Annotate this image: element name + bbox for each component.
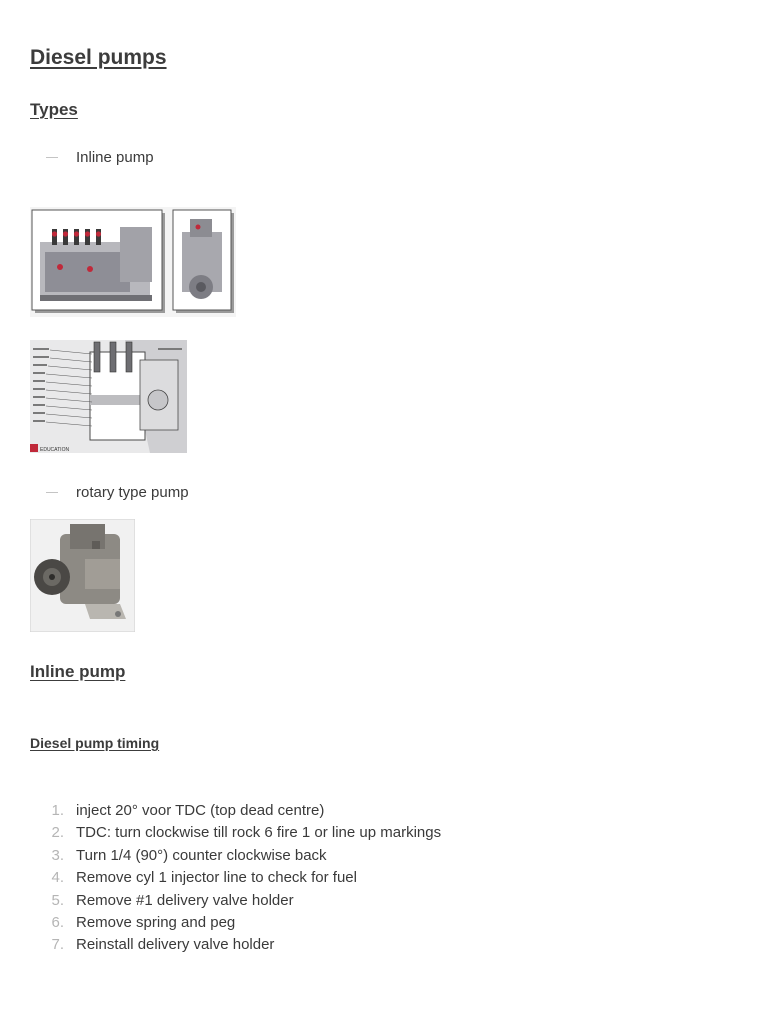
inline-pump-photo [30, 207, 236, 317]
list-item: 6. Remove spring and peg [51, 913, 236, 931]
list-item: 4. Remove cyl 1 injector line to check for fuel [51, 869, 357, 887]
dash-bullet-icon [46, 492, 58, 493]
bullet-label: rotary type pump [76, 484, 189, 501]
timing-steps-list [30, 800, 441, 957]
list-item: 1. inject 20° voor TDC (top dead centre) [51, 802, 325, 819]
inline-pump-photo-graphic [30, 207, 236, 317]
list-item: 2. TDC: turn clockwise till rock 6 fire 1 or line up markings [51, 824, 442, 842]
dash-bullet-icon [46, 157, 58, 158]
cutaway-diagram-graphic [30, 340, 187, 453]
inline-pump-cutaway-diagram [30, 340, 187, 453]
bullet-item-rotary-pump [46, 484, 189, 501]
bullet-label: Inline pump [76, 149, 154, 166]
subsection-heading-pump-timing: Diesel pump timing [30, 735, 160, 751]
list-item: 5. Remove #1 delivery valve holder [51, 891, 294, 909]
section-heading-inline-pump: Inline pump [30, 662, 126, 681]
section-heading-types: Types [30, 100, 78, 119]
cutaway-logo-text: EDUCATION [40, 447, 70, 453]
bullet-item-inline-pump [46, 149, 154, 166]
list-item: 3. Turn 1/4 (90°) counter clockwise back [51, 846, 327, 864]
rotary-pump-photo [30, 519, 135, 632]
rotary-pump-photo-graphic [30, 519, 135, 632]
page-title: Diesel pumps [30, 46, 167, 69]
list-item: 7. Reinstall delivery valve holder [51, 936, 275, 954]
